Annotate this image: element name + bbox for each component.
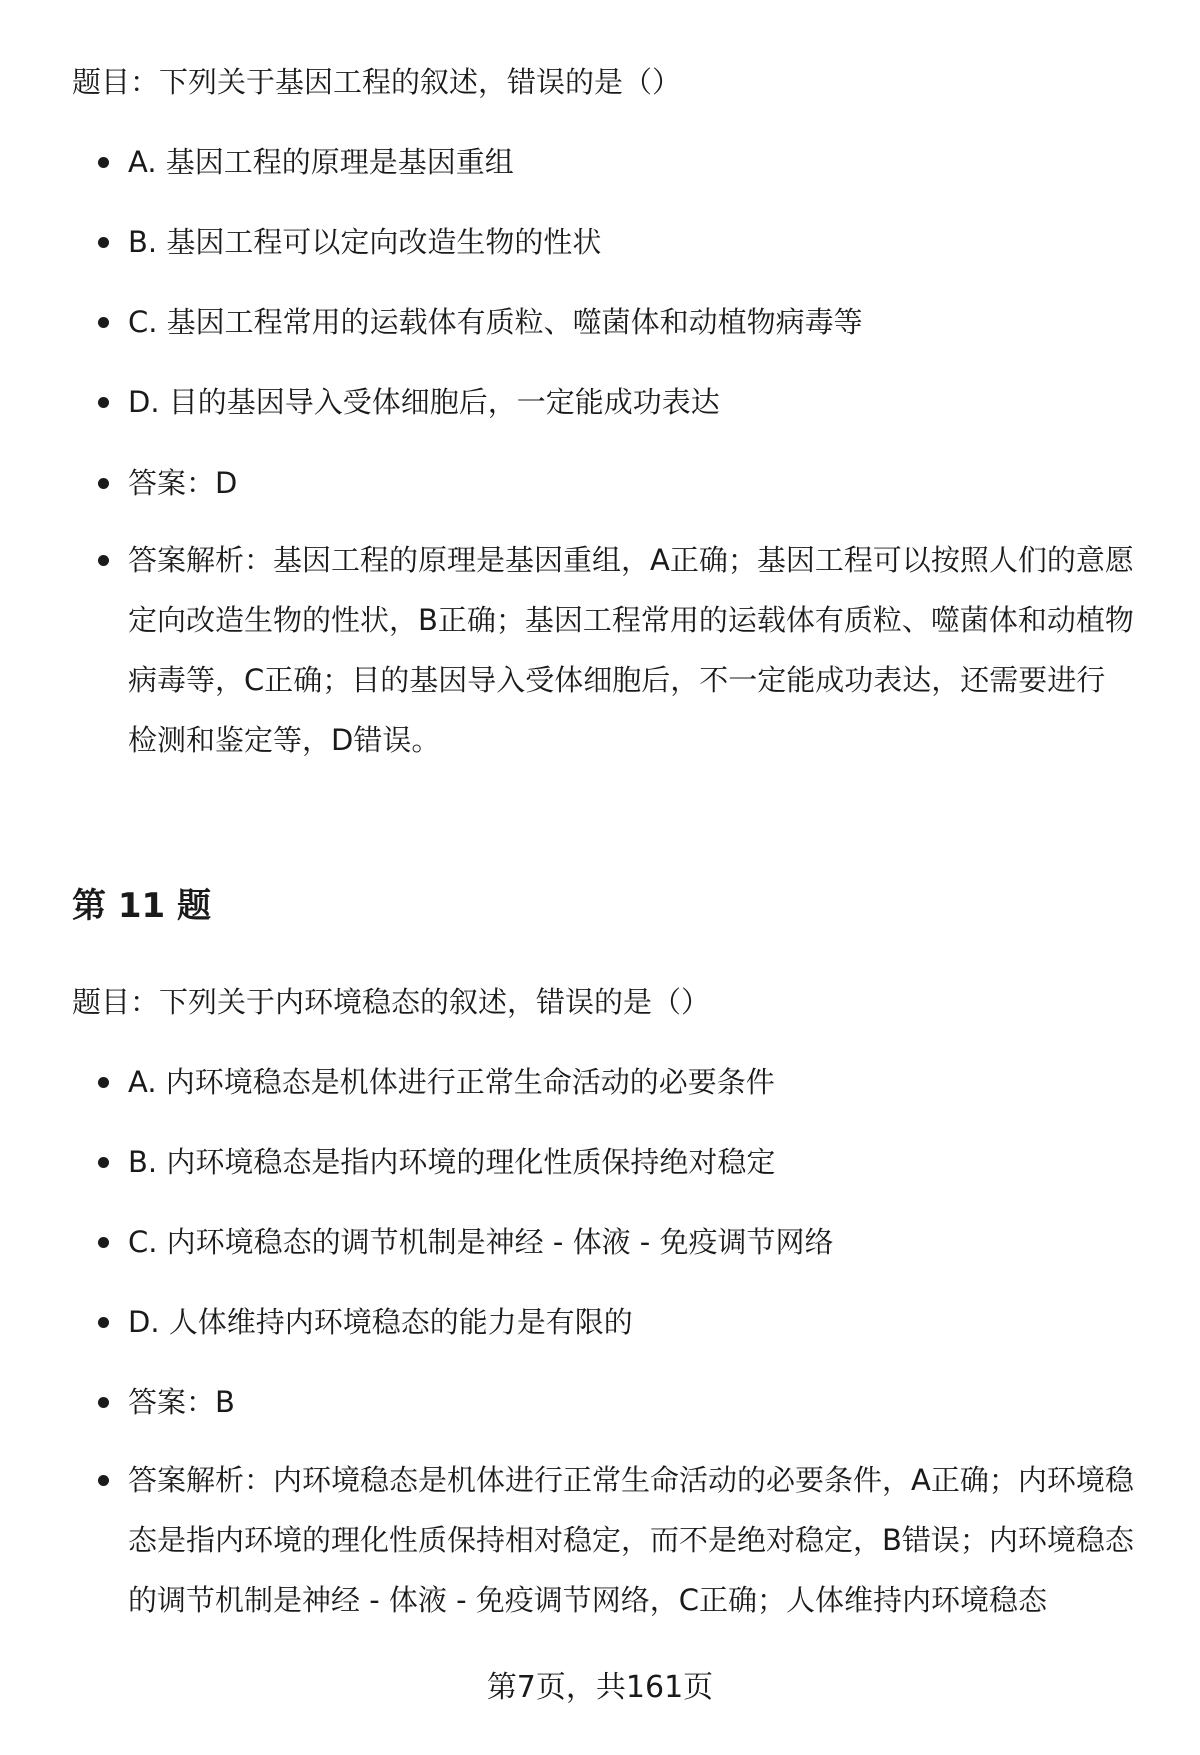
question-11-option-b: B. 内环境稳态是指内环境的理化性质保持绝对稳定 xyxy=(0,1142,1200,1182)
question-11-option-a: A. 内环境稳态是机体进行正常生命活动的必要条件 xyxy=(0,1062,1200,1102)
question-11-analysis: 答案解析：内环境稳态是机体进行正常生命活动的必要条件，A正确；内环境稳态是指内环境的理化性质保持相对稳定，而不是绝对稳定，B错误；内环境稳态的调节机制是神经 - 体液 - 免疫调节网络，C正确；人体维持内环境稳态 xyxy=(0,1450,1200,1630)
question-11-option-d: D. 人体维持内环境稳态的能力是有限的 xyxy=(0,1302,1200,1342)
question-10-stem: 题目：下列关于基因工程的叙述，错误的是（） xyxy=(72,65,682,99)
page-indicator: 第7页，共161页 xyxy=(486,1670,714,1705)
question-10-option-c: C. 基因工程常用的运载体有质粒、噬菌体和动植物病毒等 xyxy=(0,302,1200,342)
question-11-heading: 第 11 题 xyxy=(72,886,211,926)
question-11-stem: 题目：下列关于内环境稳态的叙述，错误的是（） xyxy=(72,985,711,1019)
question-10-option-b: B. 基因工程可以定向改造生物的性状 xyxy=(0,222,1200,262)
question-10-answer: 答案：D xyxy=(0,463,1200,503)
question-10-option-a: A. 基因工程的原理是基因重组 xyxy=(0,142,1200,182)
question-11-option-c: C. 内环境稳态的调节机制是神经 - 体液 - 免疫调节网络 xyxy=(0,1222,1200,1262)
question-11-answer: 答案：B xyxy=(0,1382,1200,1422)
question-10-analysis: 答案解析：基因工程的原理是基因重组，A正确；基因工程可以按照人们的意愿定向改造生物的性状，B正确；基因工程常用的运载体有质粒、噬菌体和动植物病毒等，C正确；目的基因导入受体细胞后，不一定能成功表达，还需要进行检测和鉴定等，D错误。 xyxy=(0,530,1200,770)
question-10-option-d: D. 目的基因导入受体细胞后，一定能成功表达 xyxy=(0,382,1200,422)
